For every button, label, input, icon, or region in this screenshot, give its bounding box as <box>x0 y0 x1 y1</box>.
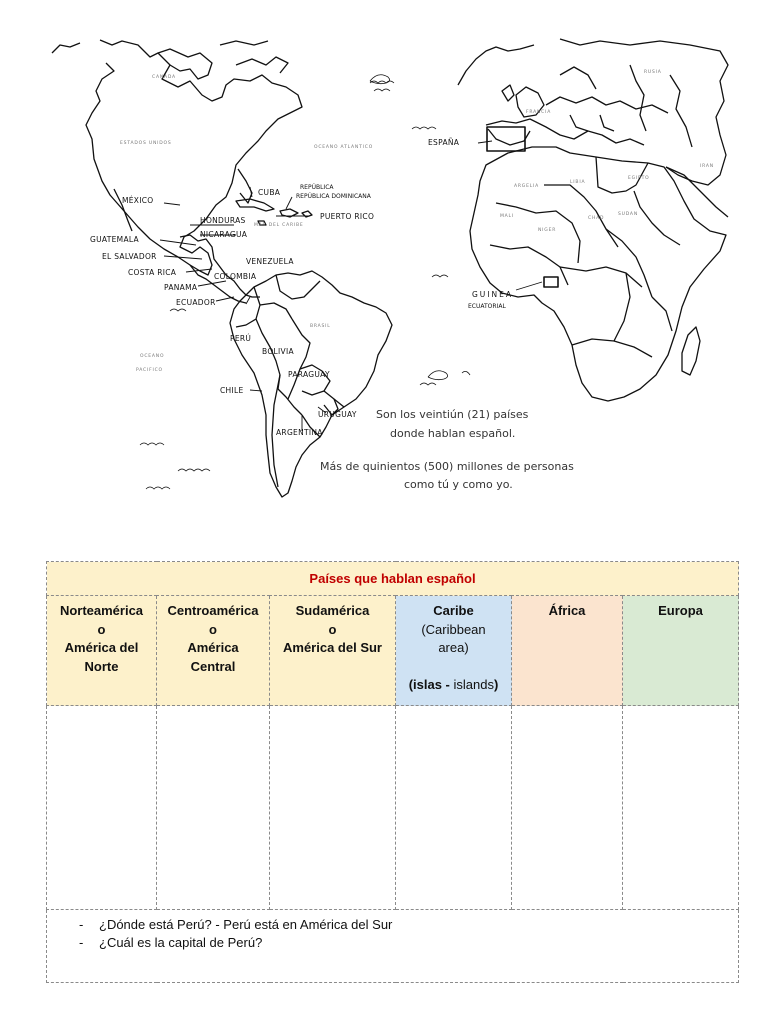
label-iran: IRAN <box>700 164 714 169</box>
label-oceano-atlantico: OCEANO ATLANTICO <box>314 145 374 150</box>
label-sudan: SUDAN <box>618 212 638 217</box>
label-argentina: ARGENTINA <box>276 428 323 437</box>
answer-cell-africa[interactable] <box>512 706 623 910</box>
caption-line-4: como tú y como yo. <box>404 478 513 491</box>
countries-worksheet-table <box>46 561 739 983</box>
questions-cell <box>47 910 739 983</box>
label-nicaragua: NICARAGUA <box>200 230 248 239</box>
label-ecuador: ECUADOR <box>176 298 216 307</box>
answer-cell-sudamerica[interactable] <box>270 706 396 910</box>
label-argelia: ARGELIA <box>514 184 540 189</box>
answer-cell-norteamerica[interactable] <box>47 706 157 910</box>
label-panama: PANAMA <box>164 283 198 292</box>
label-mexico: MÉXICO <box>122 196 154 205</box>
table-title: Países que hablan español <box>47 562 739 596</box>
label-republica-1: REPÚBLICA <box>300 184 334 191</box>
column-header-centroamerica: Centroamérica o América Central <box>157 596 270 706</box>
label-libia: LIBIA <box>570 180 586 185</box>
label-paraguay: PARAGUAY <box>288 370 330 379</box>
label-oceano-pacifico-2: PACIFICO <box>136 368 163 373</box>
label-ecuatorial: ECUATORIAL <box>468 303 506 310</box>
label-brasil: BRASIL <box>310 324 331 329</box>
label-venezuela: VENEZUELA <box>246 257 294 266</box>
cuba-outline <box>236 199 274 211</box>
label-guinea: GUINEA <box>472 290 513 299</box>
label-colombia: COLOMBIA <box>214 272 257 281</box>
column-header-europa: Europa <box>623 596 739 706</box>
label-peru: PERÚ <box>230 334 252 343</box>
label-espana: ESPAÑA <box>428 138 460 147</box>
column-header-sudamerica: Sudamérica o América del Sur <box>270 596 396 706</box>
europe-outline <box>458 39 728 185</box>
label-rusia: RUSIA <box>644 70 662 75</box>
label-puerto-rico: PUERTO RICO <box>320 212 375 221</box>
label-el-salvador: EL SALVADOR <box>102 252 157 261</box>
answer-cell-centroamerica[interactable] <box>157 706 270 910</box>
caption-line-2: donde hablan español. <box>390 427 516 440</box>
question-2: - ¿Cuál es la capital de Perú? <box>75 934 738 952</box>
label-cuba: CUBA <box>258 188 281 197</box>
answer-cell-europa[interactable] <box>623 706 739 910</box>
caption-line-1: Son los veintiún (21) países <box>376 408 529 421</box>
label-mali: MALI <box>500 214 514 219</box>
caption-line-3: Más de quinientos (500) millones de personas <box>320 460 574 473</box>
label-bolivia: BOLIVIA <box>262 347 294 356</box>
answer-cell-caribe[interactable] <box>396 706 512 910</box>
label-francia: FRANCIA <box>526 110 552 115</box>
label-niger: NIGER <box>538 228 557 233</box>
label-estados-unidos: ESTADOS UNIDOS <box>120 141 172 146</box>
label-oceano-pacifico-1: OCEANO <box>140 354 165 359</box>
label-chile: CHILE <box>220 386 244 395</box>
label-honduras: HONDURAS <box>200 216 246 225</box>
label-chad: CHAD <box>588 216 605 221</box>
column-header-norteamerica: Norteamérica o América del Norte <box>47 596 157 706</box>
label-uruguay: URUGUAY <box>318 410 357 419</box>
label-canada: CANADA <box>152 75 176 80</box>
column-header-africa: África <box>512 596 623 706</box>
label-guatemala: GUATEMALA <box>90 235 139 244</box>
question-1: - ¿Dónde está Perú? - Perú está en América del Sur <box>75 916 738 934</box>
label-mar-caribe: MAR DEL CARIBE <box>254 223 304 228</box>
label-costa-rica: COSTA RICA <box>128 268 177 277</box>
label-egipto: EGIPTO <box>628 176 650 181</box>
column-header-caribe: Caribe (Caribbean area) (islas - islands) <box>396 596 512 706</box>
world-map-spanish-speaking <box>40 35 730 505</box>
label-republica-dominicana: REPÚBLICA DOMINICANA <box>296 193 371 200</box>
